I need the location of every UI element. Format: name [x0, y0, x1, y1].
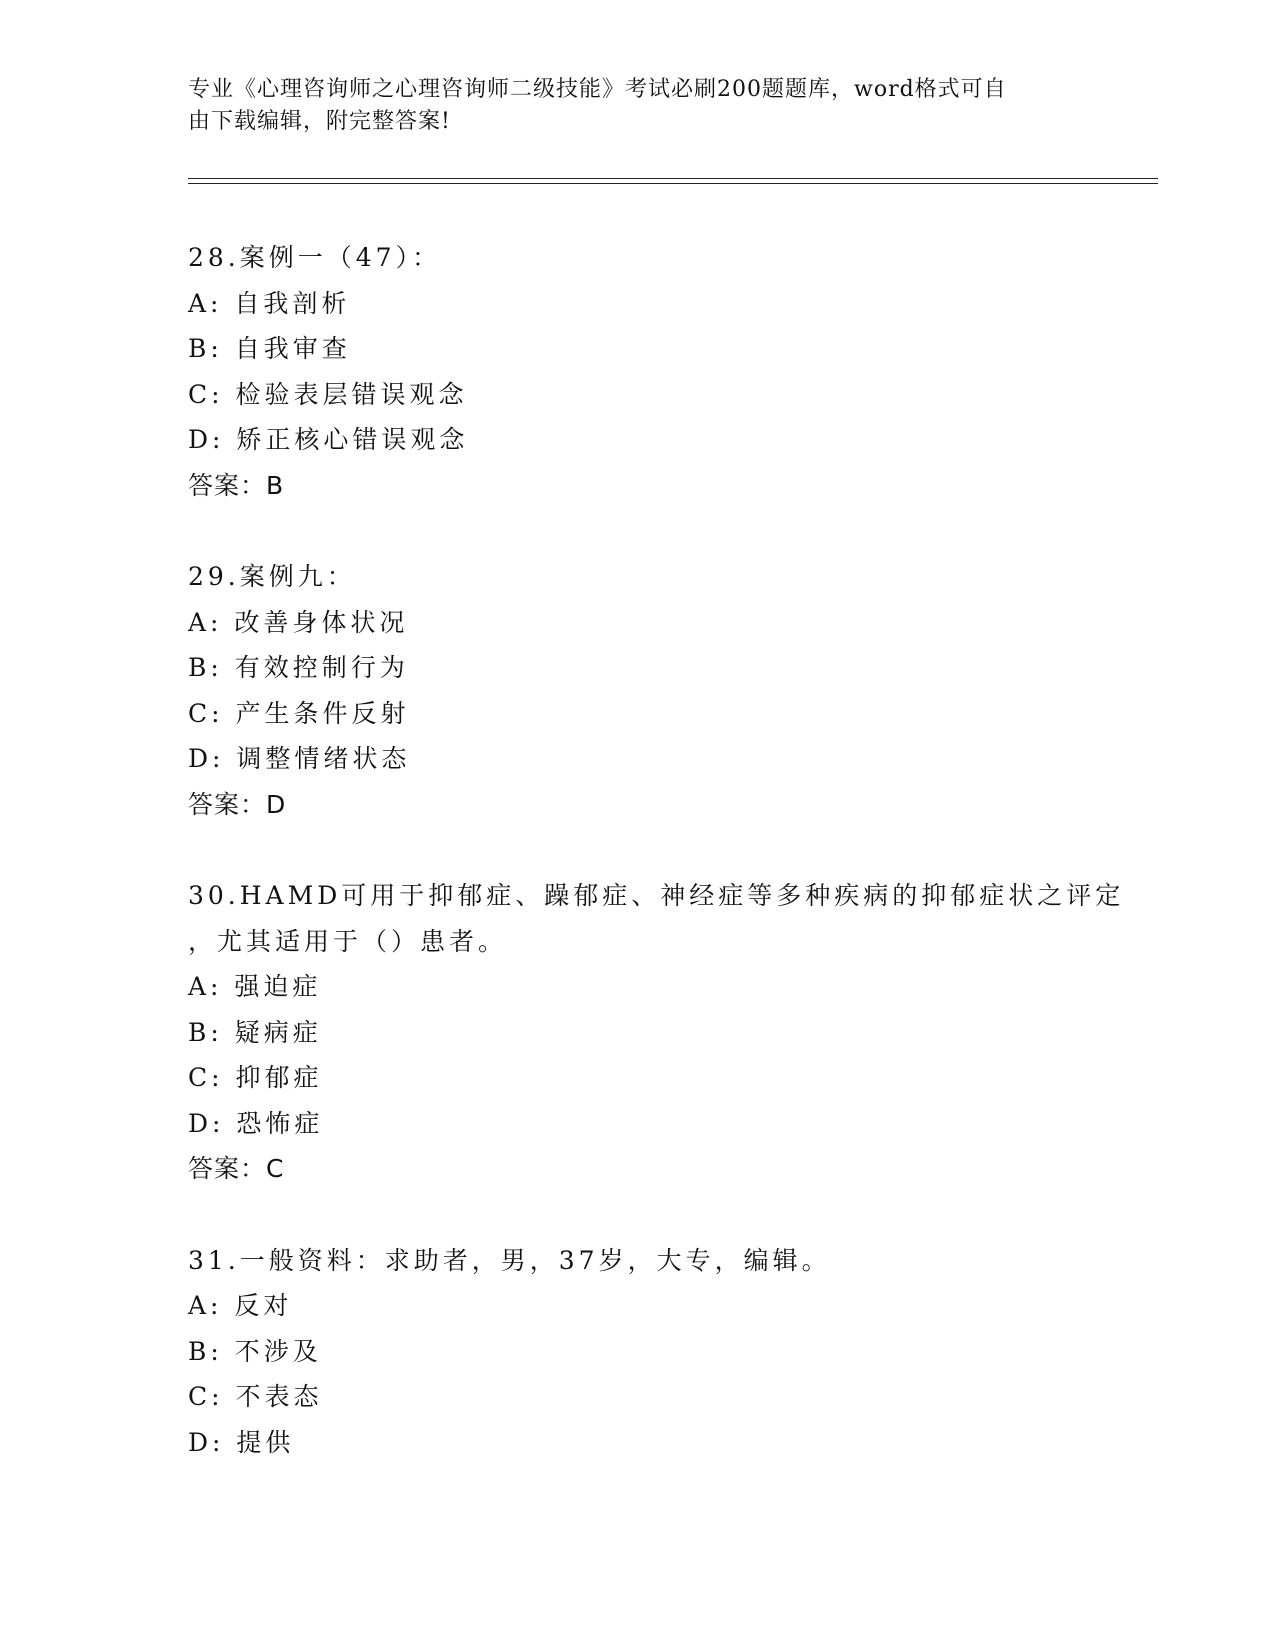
header-divider-bottom: [188, 183, 1158, 184]
option-b: B: 疑病症: [188, 1017, 322, 1047]
question-stem: 30.HAMD可用于抑郁症、躁郁症、神经症等多种疾病的抑郁症状之评定: [188, 881, 1125, 910]
question-30: [188, 873, 1125, 1192]
question-stem-continuation: ，尤其适用于（）患者。: [188, 926, 508, 956]
question-stem: 29.案例九：: [188, 562, 356, 591]
option-c: C: 不表态: [188, 1382, 323, 1411]
option-c: C: 产生条件反射: [188, 698, 410, 728]
option-b: B: 有效控制行为: [188, 653, 409, 682]
answer-line: 答案：B: [188, 470, 285, 500]
header-divider-top: [188, 178, 1158, 179]
option-b: B: 不涉及: [188, 1336, 322, 1366]
answer-line: 答案：D: [188, 789, 287, 819]
question-29: [188, 554, 1088, 827]
option-a: A: 反对: [188, 1291, 293, 1320]
option-d: D: 提供: [188, 1427, 295, 1457]
question-31: [188, 1238, 1088, 1466]
option-c: C: 检验表层错误观念: [188, 379, 468, 409]
question-28: [188, 235, 1088, 508]
option-a: A: 改善身体状况: [188, 607, 409, 637]
option-a: A: 自我剖析: [188, 288, 351, 318]
question-stem: 28.案例一（47）：: [188, 243, 442, 272]
option-a: A: 强迫症: [188, 972, 322, 1001]
option-c: C: 抑郁症: [188, 1063, 323, 1092]
option-b: B: 自我审查: [188, 334, 351, 363]
document-header: [188, 74, 1068, 138]
option-d: D: 恐怖症: [188, 1108, 324, 1138]
header-line-2: 由下载编辑，附完整答案!: [188, 109, 451, 134]
option-d: D: 矫正核心错误观念: [188, 425, 469, 454]
question-stem: 31.一般资料：求助者，男，37岁，大专，编辑。: [188, 1245, 831, 1275]
option-d: D: 调整情绪状态: [188, 744, 411, 773]
header-line-1: 专业《心理咨询师之心理咨询师二级技能》考试必刷200题题库，word格式可自: [188, 77, 1007, 102]
answer-line: 答案：C: [188, 1154, 285, 1183]
question-list: [188, 235, 1125, 1511]
